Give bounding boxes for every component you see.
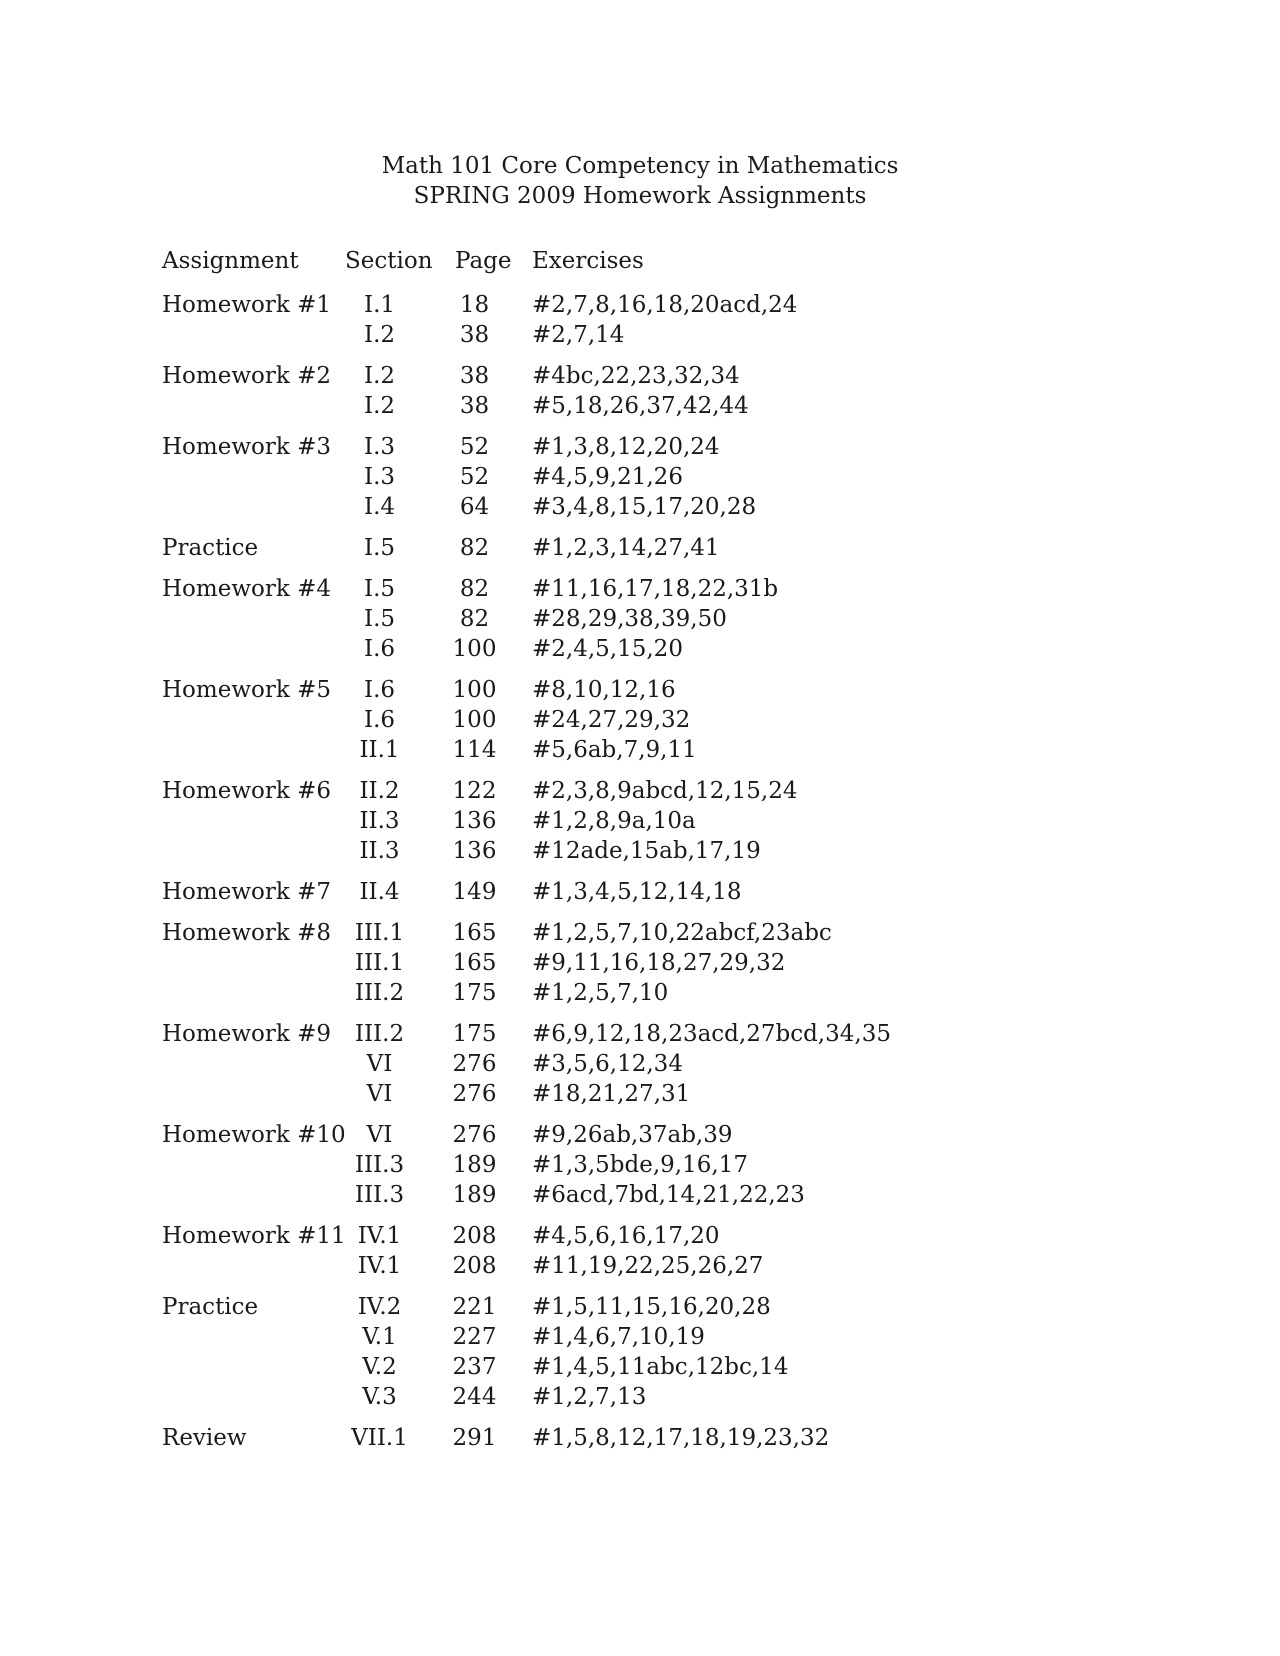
page-cell: 221	[452, 1294, 497, 1320]
table-row	[162, 836, 1062, 866]
section-cell: II.3	[359, 838, 400, 864]
assignment-groups	[162, 290, 1062, 1453]
page-cell: 82	[459, 535, 490, 561]
exercises-cell: #2,7,14	[532, 322, 625, 348]
assignment-group	[162, 1019, 1062, 1109]
document-title	[0, 151, 1280, 211]
exercises-cell: #4,5,6,16,17,20	[532, 1223, 720, 1249]
section-cell: VI	[366, 1122, 393, 1148]
assignment-name: Homework #7	[162, 879, 332, 905]
page-cell: 175	[452, 1021, 497, 1047]
page-cell: 38	[459, 363, 490, 389]
section-cell: V.1	[362, 1324, 397, 1350]
exercises-cell: #9,11,16,18,27,29,32	[532, 950, 786, 976]
exercises-cell: #5,18,26,37,42,44	[532, 393, 749, 419]
header-page: Page	[455, 248, 512, 274]
exercises-cell: #1,3,8,12,20,24	[532, 434, 720, 460]
assignment-name: Homework #3	[162, 434, 332, 460]
assignment-name: Practice	[162, 1294, 259, 1320]
assignment-group	[162, 776, 1062, 866]
section-cell: I.2	[363, 393, 396, 419]
section-cell: I.2	[363, 363, 396, 389]
assignment-name: Homework #4	[162, 576, 332, 602]
assignment-group	[162, 574, 1062, 664]
page-cell: 165	[452, 950, 497, 976]
assignment-group	[162, 1221, 1062, 1281]
page-cell: 276	[452, 1081, 497, 1107]
exercises-cell: #2,4,5,15,20	[532, 636, 683, 662]
exercises-cell: #1,2,5,7,10	[532, 980, 669, 1006]
page-cell: 165	[452, 920, 497, 946]
section-cell: III.1	[354, 950, 405, 976]
page-cell: 52	[459, 434, 490, 460]
table-row	[162, 1180, 1062, 1210]
table-row	[162, 634, 1062, 664]
assignment-name: Homework #2	[162, 363, 332, 389]
exercises-cell: #1,2,7,13	[532, 1384, 647, 1410]
exercises-cell: #24,27,29,32	[532, 707, 691, 733]
page-cell: 227	[452, 1324, 497, 1350]
page-cell: 189	[452, 1182, 497, 1208]
page-cell: 100	[452, 677, 497, 703]
table-row	[162, 1019, 1062, 1049]
section-cell: VII.1	[351, 1425, 408, 1451]
assignment-name: Homework #10	[162, 1122, 346, 1148]
exercises-cell: #6acd,7bd,14,21,22,23	[532, 1182, 805, 1208]
title-line-1: Math 101 Core Competency in Mathematics	[381, 153, 899, 179]
page-cell: 64	[459, 494, 490, 520]
assignment-group	[162, 918, 1062, 1008]
page-cell: 189	[452, 1152, 497, 1178]
section-cell: I.3	[363, 464, 396, 490]
table-row	[162, 918, 1062, 948]
page-cell: 100	[452, 636, 497, 662]
section-cell: IV.1	[357, 1223, 402, 1249]
table-row	[162, 361, 1062, 391]
section-cell: I.1	[363, 292, 396, 318]
section-cell: III.1	[354, 920, 405, 946]
page-cell: 38	[459, 393, 490, 419]
exercises-cell: #1,3,4,5,12,14,18	[532, 879, 742, 905]
section-cell: I.3	[363, 434, 396, 460]
page-cell: 82	[459, 576, 490, 602]
section-cell: VI	[366, 1081, 393, 1107]
assignment-group	[162, 1120, 1062, 1210]
assignment-name: Homework #1	[162, 292, 332, 318]
assignment-name: Homework #9	[162, 1021, 332, 1047]
exercises-cell: #1,4,5,11abc,12bc,14	[532, 1354, 789, 1380]
section-cell: II.1	[359, 737, 400, 763]
exercises-cell: #28,29,38,39,50	[532, 606, 727, 632]
exercises-cell: #2,7,8,16,18,20acd,24	[532, 292, 798, 318]
exercises-cell: #9,26ab,37ab,39	[532, 1122, 733, 1148]
section-cell: I.5	[363, 606, 396, 632]
assignment-group	[162, 877, 1062, 907]
exercises-cell: #11,16,17,18,22,31b	[532, 576, 779, 602]
exercises-cell: #18,21,27,31	[532, 1081, 691, 1107]
assignment-group	[162, 1292, 1062, 1412]
page-cell: 136	[452, 808, 497, 834]
section-cell: III.2	[354, 1021, 405, 1047]
exercises-cell: #6,9,12,18,23acd,27bcd,34,35	[532, 1021, 891, 1047]
table-row	[162, 1322, 1062, 1352]
section-cell: V.3	[362, 1384, 397, 1410]
exercises-cell: #4bc,22,23,32,34	[532, 363, 740, 389]
table-row	[162, 1352, 1062, 1382]
table-row	[162, 462, 1062, 492]
exercises-cell: #1,5,11,15,16,20,28	[532, 1294, 771, 1320]
table-row	[162, 290, 1062, 320]
exercises-cell: #12ade,15ab,17,19	[532, 838, 761, 864]
exercises-cell: #1,5,8,12,17,18,19,23,32	[532, 1425, 830, 1451]
title-line-2: SPRING 2009 Homework Assignments	[413, 183, 867, 209]
section-cell: V.2	[362, 1354, 397, 1380]
assignment-group	[162, 361, 1062, 421]
exercises-cell: #1,3,5bde,9,16,17	[532, 1152, 748, 1178]
section-cell: I.6	[363, 677, 396, 703]
section-cell: I.5	[363, 535, 396, 561]
section-cell: I.2	[363, 322, 396, 348]
table-row	[162, 1150, 1062, 1180]
header-assignment: Assignment	[162, 248, 299, 274]
table-row	[162, 1382, 1062, 1412]
page-cell: 38	[459, 322, 490, 348]
section-cell: I.6	[363, 707, 396, 733]
section-cell: IV.2	[357, 1294, 402, 1320]
table-header-row	[162, 248, 1062, 278]
table-row	[162, 735, 1062, 765]
assignments-table	[162, 248, 1062, 1464]
page-cell: 276	[452, 1122, 497, 1148]
exercises-cell: #1,4,6,7,10,19	[532, 1324, 705, 1350]
table-row	[162, 675, 1062, 705]
exercises-cell: #3,5,6,12,34	[532, 1051, 683, 1077]
table-row	[162, 806, 1062, 836]
assignment-name: Practice	[162, 535, 259, 561]
section-cell: VI	[366, 1051, 393, 1077]
table-row	[162, 705, 1062, 735]
assignment-name: Homework #11	[162, 1223, 346, 1249]
page-cell: 52	[459, 464, 490, 490]
page-cell: 291	[452, 1425, 497, 1451]
table-row	[162, 391, 1062, 421]
assignment-name: Homework #5	[162, 677, 332, 703]
page-cell: 82	[459, 606, 490, 632]
exercises-cell: #1,2,3,14,27,41	[532, 535, 720, 561]
exercises-cell: #2,3,8,9abcd,12,15,24	[532, 778, 798, 804]
page-cell: 114	[452, 737, 497, 763]
page-cell: 175	[452, 980, 497, 1006]
table-row	[162, 432, 1062, 462]
table-row	[162, 604, 1062, 634]
section-cell: I.6	[363, 636, 396, 662]
header-exercises: Exercises	[532, 248, 644, 274]
exercises-cell: #4,5,9,21,26	[532, 464, 683, 490]
table-row	[162, 492, 1062, 522]
exercises-cell: #11,19,22,25,26,27	[532, 1253, 764, 1279]
exercises-cell: #8,10,12,16	[532, 677, 676, 703]
table-row	[162, 1049, 1062, 1079]
table-row	[162, 1423, 1062, 1453]
table-row	[162, 1251, 1062, 1281]
table-row	[162, 1120, 1062, 1150]
exercises-cell: #1,2,8,9a,10a	[532, 808, 696, 834]
table-row	[162, 978, 1062, 1008]
assignment-name: Homework #6	[162, 778, 332, 804]
table-row	[162, 574, 1062, 604]
assignment-group	[162, 675, 1062, 765]
page-cell: 18	[459, 292, 490, 318]
section-cell: II.3	[359, 808, 400, 834]
section-cell: IV.1	[357, 1253, 402, 1279]
table-row	[162, 320, 1062, 350]
section-cell: III.3	[354, 1182, 405, 1208]
table-row	[162, 533, 1062, 563]
table-row	[162, 1292, 1062, 1322]
section-cell: II.2	[359, 778, 400, 804]
table-row	[162, 776, 1062, 806]
exercises-cell: #5,6ab,7,9,11	[532, 737, 697, 763]
assignment-name: Homework #8	[162, 920, 332, 946]
page-cell: 100	[452, 707, 497, 733]
table-row	[162, 1221, 1062, 1251]
section-cell: I.4	[363, 494, 396, 520]
section-cell: III.2	[354, 980, 405, 1006]
page-cell: 237	[452, 1354, 497, 1380]
page-cell: 122	[452, 778, 497, 804]
section-cell: I.5	[363, 576, 396, 602]
assignment-group	[162, 533, 1062, 563]
assignment-group	[162, 290, 1062, 350]
table-row	[162, 1079, 1062, 1109]
section-cell: III.3	[354, 1152, 405, 1178]
table-row	[162, 948, 1062, 978]
page-cell: 276	[452, 1051, 497, 1077]
section-cell: II.4	[359, 879, 400, 905]
assignment-name: Review	[162, 1425, 247, 1451]
assignment-group	[162, 1423, 1062, 1453]
header-section: Section	[345, 248, 433, 274]
page-cell: 244	[452, 1384, 497, 1410]
page-cell: 149	[452, 879, 497, 905]
exercises-cell: #1,2,5,7,10,22abcf,23abc	[532, 920, 832, 946]
assignment-group	[162, 432, 1062, 522]
page-cell: 208	[452, 1253, 497, 1279]
page-cell: 136	[452, 838, 497, 864]
table-row	[162, 877, 1062, 907]
page-cell: 208	[452, 1223, 497, 1249]
exercises-cell: #3,4,8,15,17,20,28	[532, 494, 757, 520]
